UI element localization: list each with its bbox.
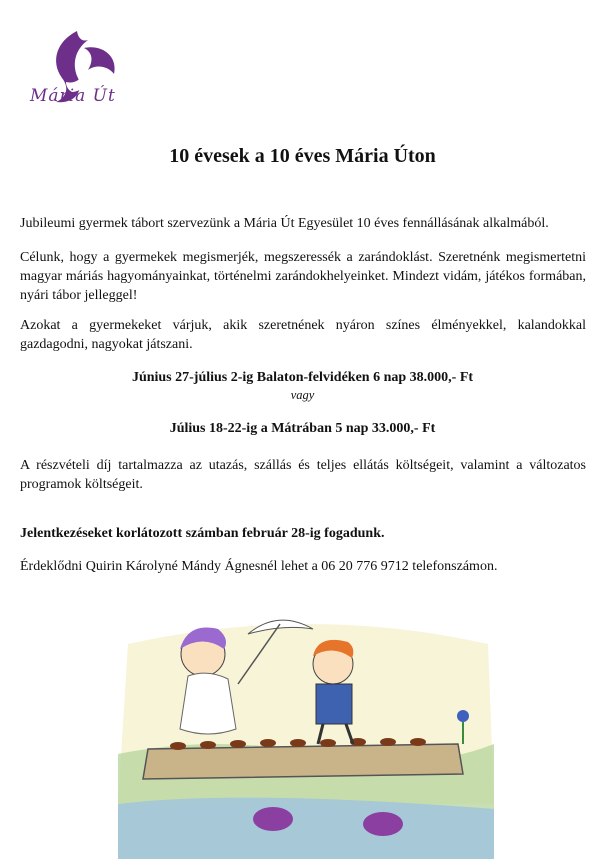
invite-paragraph: Azokat a gyermekeket várjuk, akik szeretnének nyáron színes élményekkel, kalandokkal gazdagodni, nagyokat játszani. xyxy=(20,318,586,352)
contact-info: Érdeklődni Quirin Károlyné Mándy Ágnesnél lehet a 06 20 776 9712 telefonszámon. xyxy=(20,559,498,574)
fee-note: A részvételi díj tartalmazza az utazás, szállás és teljes ellátás költségeit, valamint a változatos programok költségeit. xyxy=(20,458,586,492)
or-text: vagy xyxy=(290,388,315,402)
deadline: Jelentkezéseket korlátozott számban február 28-ig fogadunk. xyxy=(20,526,385,541)
children-on-bridge-drawing xyxy=(118,604,494,859)
intro-paragraph: Jubileumi gyermek tábort szervezünk a Mária Út Egyesület 10 éves fennállásának alkalmából. xyxy=(20,216,549,231)
option-balaton: Június 27-július 2-ig Balaton-felvidéken 6 nap 38.000,- Ft xyxy=(131,370,474,385)
logo-text: Mária Út xyxy=(30,86,116,106)
page-title: 10 évesek a 10 éves Mária Úton xyxy=(169,145,436,167)
goal-paragraph: Célunk, hogy a gyermekek megismerjék, megszeressék a zarándoklást. Szeretnénk megismertetni magyar máriás hagyományainkat, történelmi zarándokhelyeinket. Mindezt vidám, játékos formában, nyári tábor jelleggel! xyxy=(20,250,586,303)
option-matra: Július 18-22-ig a Mátrában 5 nap 33.000,- Ft xyxy=(169,421,436,436)
